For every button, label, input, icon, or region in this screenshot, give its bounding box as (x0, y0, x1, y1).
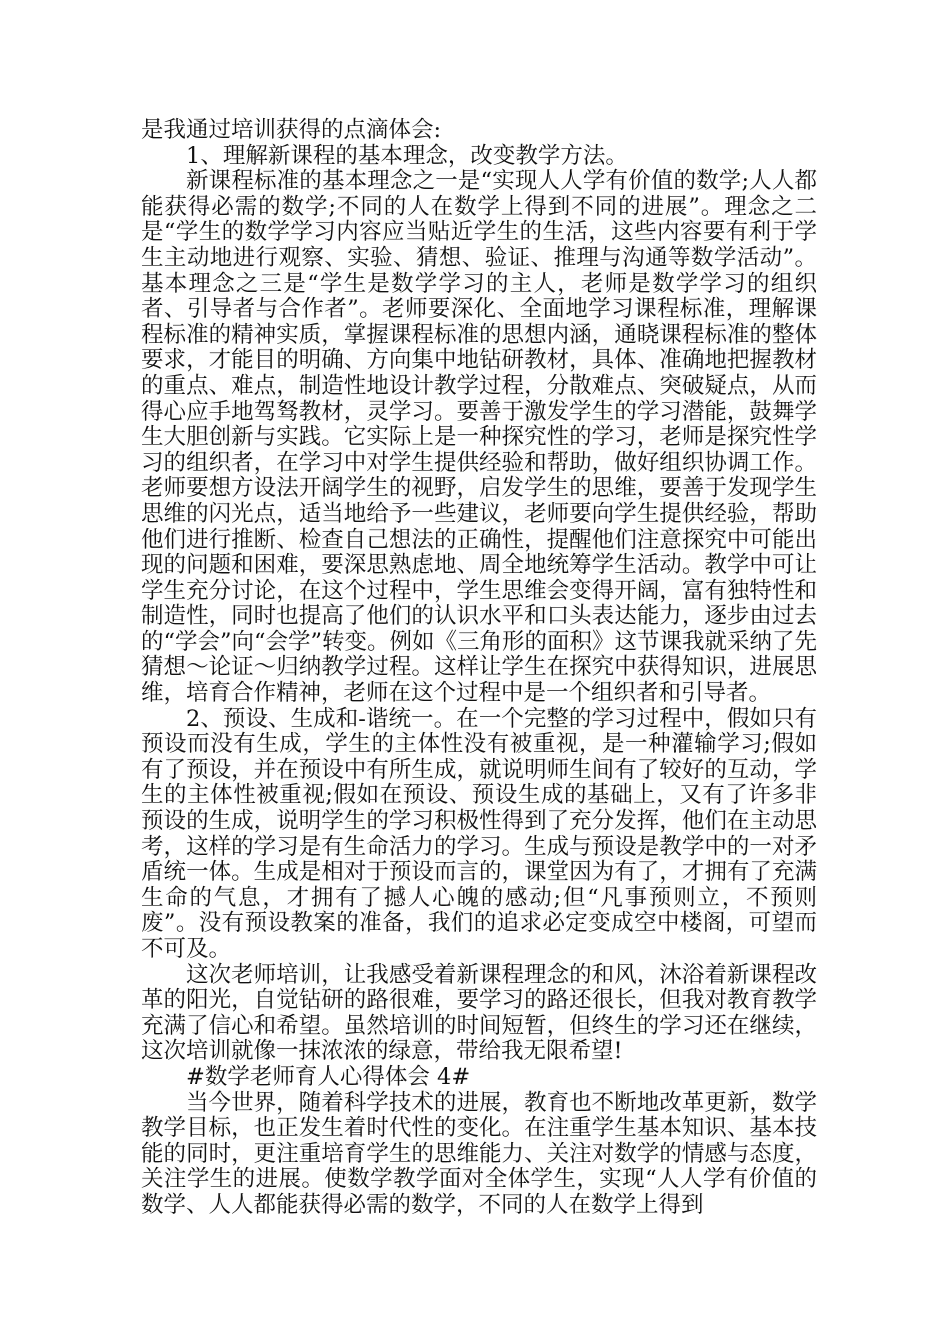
paragraph-modern-world: 当今世界，随着科学技术的进展，教育也不断地改革更新，数学教学目标，也正发生着时代性的变化。在注重学生基本知识、基本技能的同时，更注重培育学生的思维能力、关注对数学的情感与态度，关注学生的进展。使数学教学面对全体学生，实现“人人学有价值的数学、人人都能获得必需的数学，不同的人在数学上得到 (141, 1089, 817, 1218)
section-heading-1: 1、理解新课程的基本理念，改变教学方法。 (186, 142, 628, 169)
article-heading-4: #数学老师育人心得体会 4# (186, 1063, 471, 1090)
paragraph-intro-continuation: 是我通过培训获得的点滴体会: (141, 117, 442, 143)
section-heading-2-paragraph: 2、预设、生成和-谐统一。在一个完整的学习过程中，假如只有预设而没有生成，学生的主体性没有被重视，是一种灌输学习;假如有了预设，并在预设中有所生成，就说明师生间有了较好的互动，学生的主体性被重视;假如在预设、预设生成的基础上，又有了许多非预设的生成，说明学生的学习积极性得到了充分发挥，他们在主动思考，这样的学习是有生命活力的学习。生成与预设是教学中的一对矛盾统一体。生成是相对于预设而言的，课堂因为有了，才拥有了充满生命的气息，才拥有了撼人心魄的感动;但“凡事预则立，不预则废”。没有预设教案的准备，我们的追求必定变成空中楼阁，可望而不可及。 (141, 705, 817, 962)
document-page (141, 118, 817, 1219)
paragraph-training-summary: 这次老师培训，让我感受着新课程理念的和风，沐浴着新课程改革的阳光，自觉钻研的路很难，要学习的路还很长，但我对教育教学充满了信心和希望。虽然培训的时间短暂，但终生的学习还在继续，这次培训就像一抹浓浓的绿意，带给我无限希望! (141, 961, 817, 1065)
paragraph-basic-concepts: 新课程标准的基本理念之一是“实现人人学有价值的数学;人人都能获得必需的数学;不同的人在数学上得到不同的进展”。理念之二是“学生的数学学习内容应当贴近学生的生活，这些内容要有利于学生主动地进行观察、实验、猜想、验证、推理与沟通等数学活动”。基本理念之三是“学生是数学学习的主人，老师是数学学习的组织者、引导者与合作者”。老师要深化、全面地学习课程标准，理解课程标准的精神实质，掌握课程标准的思想内涵，通晓课程标准的整体要求，才能目的明确、方向集中地钻研教材，具体、准确地把握教材的重点、难点，制造性地设计教学过程，分散难点、突破疑点，从而得心应手地驾驽教材，灵学习。要善于激发学生的学习潜能，鼓舞学生大胆创新与实践。它实际上是一种探究性的学习，老师是探究性学习的组织者，在学习中对学生提供经验和帮助，做好组织协调工作。老师要想方设法开阔学生的视野，启发学生的思维，要善于发现学生思维的闪光点，适当地给予一些建议，老师要向学生提供经验，帮助他们进行推断、检查自己想法的正确性，提醒他们注意探究中可能出现的问题和困难，要深思熟虑地、周全地统筹学生活动。教学中可让学生充分讨论，在这个过程中，学生思维会变得开阔，富有独特性和制造性，同时也提高了他们的认识水平和口头表达能力，逐步由过去的“学会”向“会学”转变。例如《三角形的面积》这节课我就采纳了先猜想～论证～归纳教学过程。这样让学生在探究中获得知识，进展思维，培育合作精神，老师在这个过程中是一个组织者和引导者。 (141, 168, 818, 707)
